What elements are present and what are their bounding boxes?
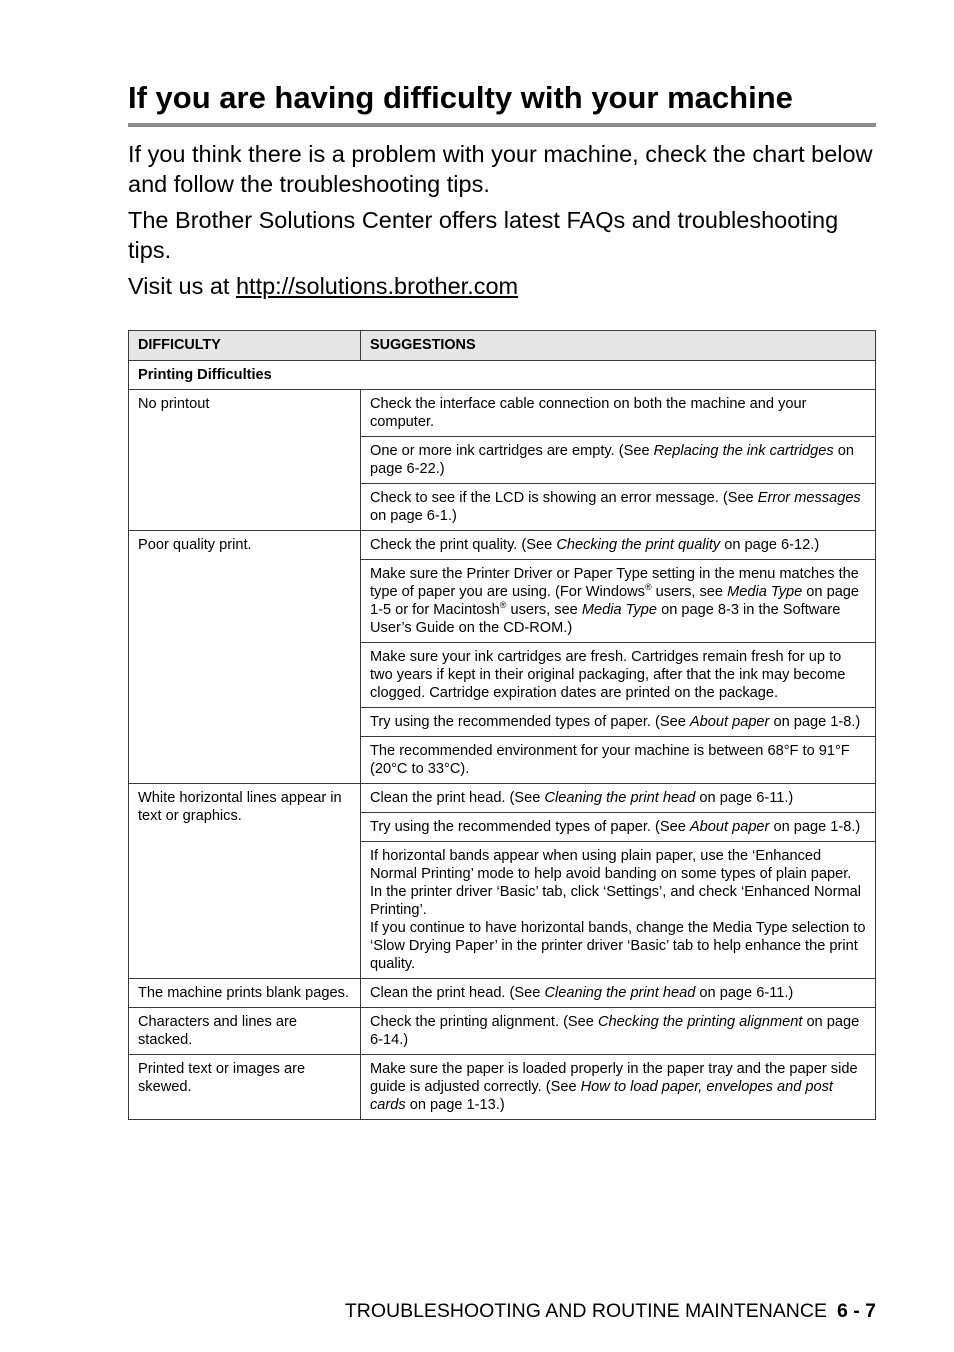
- suggestion-text: on page 6-1.): [370, 508, 457, 524]
- suggestion-text: on page 6-14.): [370, 1014, 860, 1048]
- solutions-center-link[interactable]: http://solutions.brother.com: [235, 273, 519, 299]
- page-title: If you are having difficulty with your machine: [128, 80, 793, 115]
- difficulty-cell: No printout: [129, 390, 361, 531]
- suggestion-cell: [361, 708, 876, 737]
- title-rule: [128, 123, 876, 127]
- suggestion-text: The recommended environment for your machine is between 68°F to 91°F (20°C to 33°C).: [370, 743, 850, 777]
- table-row: [129, 979, 876, 1008]
- suggestion-text: Try using the recommended types of paper. (See: [370, 819, 690, 835]
- suggestion-text: on page 6-11.): [695, 790, 794, 806]
- table-row: [129, 784, 876, 813]
- cross-reference: Checking the printing alignment: [597, 1014, 803, 1030]
- suggestion-text: Check the interface cable connection on both the machine and your computer.: [370, 396, 807, 430]
- suggestion-cell: [361, 813, 876, 842]
- suggestion-text: Clean the print head. (See: [370, 790, 545, 806]
- suggestion-text: Make sure the Printer Driver or Paper Type setting in the menu matches the type of paper you are using. (For Windows: [370, 566, 859, 600]
- cross-reference: How to load paper, envelopes and post cards: [370, 1079, 833, 1113]
- suggestion-text: Check the printing alignment. (See: [370, 1014, 598, 1030]
- suggestion-text: on page 1-8.): [769, 819, 861, 835]
- intro-paragraph-1: If you think there is a problem with your machine, check the chart below and follow the troubleshooting tips.: [128, 141, 873, 197]
- suggestion-cell: [361, 560, 876, 643]
- suggestion-text: Clean the print head. (See: [370, 985, 545, 1001]
- table-row: [129, 1055, 876, 1120]
- difficulty-cell: Printed text or images are skewed.: [129, 1055, 361, 1120]
- table-body: [129, 361, 876, 1120]
- suggestion-text: on page 1-13.): [405, 1097, 505, 1113]
- suggestion-cell: [361, 1055, 876, 1120]
- suggestion-text: If horizontal bands appear when using plain paper, use the ‘Enhanced Normal Printing’ mode to help avoid banding on some types of plain paper. In the printer driver ‘Basic’ tab, click ‘Settings’, and check ‘Enhanced Normal Printing’.: [370, 848, 862, 918]
- suggestion-text: Check the print quality. (See: [370, 537, 557, 553]
- suggestion-text: If you continue to have horizontal bands, change the Media Type selection to ‘Slow Drying Paper’ in the printer driver ‘Basic’ tab to help enhance the print quality.: [370, 920, 866, 972]
- suggestion-cell: [361, 643, 876, 708]
- registered-mark: ®: [499, 600, 507, 611]
- suggestion-text: Make sure your ink cartridges are fresh. Cartridges remain fresh for up to two years if kept in their original packaging, after that the ink may become clogged. Cartridge expiration dates are printed on the package.: [370, 649, 846, 701]
- registered-mark: ®: [644, 582, 652, 593]
- suggestion-text: on page 8-3 in the Software User’s Guide on the CD-ROM.): [370, 602, 841, 636]
- visit-text: Visit us at: [128, 273, 236, 299]
- suggestion-text: One or more ink cartridges are empty. (See: [370, 443, 654, 459]
- suggestion-cell: [361, 437, 876, 484]
- difficulty-cell: The machine prints blank pages.: [129, 979, 361, 1008]
- difficulty-cell: Characters and lines are stacked.: [129, 1008, 361, 1055]
- suggestion-text: users, see: [506, 602, 582, 618]
- intro-paragraph-3: [128, 271, 878, 301]
- table-header-row: [129, 331, 876, 361]
- suggestion-text: on page 1-8.): [769, 714, 861, 730]
- cross-reference: About paper: [689, 714, 770, 730]
- suggestion-text: Make sure the paper is loaded properly in the paper tray and the paper side guide is adjusted correctly. (See: [370, 1061, 858, 1095]
- suggestion-cell: [361, 842, 876, 979]
- difficulty-cell: White horizontal lines appear in text or graphics.: [129, 784, 361, 979]
- suggestion-text: users, see: [651, 584, 728, 600]
- cross-reference: About paper: [689, 819, 770, 835]
- cross-reference: Error messages: [757, 490, 861, 506]
- suggestion-cell: [361, 784, 876, 813]
- suggestion-text: on page 6-12.): [720, 537, 820, 553]
- intro-text: [128, 139, 878, 307]
- difficulty-cell: Poor quality print.: [129, 531, 361, 784]
- suggestion-text: on page 1-5 or for Macintosh: [370, 584, 860, 618]
- suggestion-cell: [361, 1008, 876, 1055]
- suggestion-text: Try using the recommended types of paper. (See: [370, 714, 690, 730]
- cross-reference: Replacing the ink cartridges: [653, 443, 834, 459]
- troubleshooting-table: [128, 330, 876, 1120]
- table-row: [129, 1008, 876, 1055]
- intro-paragraph-2: The Brother Solutions Center offers latest FAQs and troubleshooting tips.: [128, 207, 839, 263]
- section-row: [129, 361, 876, 390]
- suggestion-text: on page 6-22.): [370, 443, 854, 477]
- suggestion-text: Check to see if the LCD is showing an error message. (See: [370, 490, 758, 506]
- cross-reference: Checking the print quality: [556, 537, 721, 553]
- table-row: [129, 390, 876, 437]
- header-difficulty: DIFFICULTY: [129, 331, 361, 361]
- table-row: [129, 531, 876, 560]
- section-heading: Printing Difficulties: [129, 361, 876, 390]
- suggestion-cell: [361, 484, 876, 531]
- cross-reference: Media Type: [727, 584, 803, 600]
- cross-reference: Cleaning the print head: [544, 790, 696, 806]
- page-footer: [345, 1300, 876, 1323]
- suggestion-cell: [361, 531, 876, 560]
- suggestion-text: on page 6-11.): [695, 985, 794, 1001]
- suggestion-cell: [361, 737, 876, 784]
- suggestion-cell: [361, 390, 876, 437]
- cross-reference: Media Type: [581, 602, 658, 618]
- footer-chapter: TROUBLESHOOTING AND ROUTINE MAINTENANCE: [344, 1300, 827, 1322]
- footer-page-number: 6 - 7: [836, 1300, 876, 1322]
- cross-reference: Cleaning the print head: [544, 985, 696, 1001]
- header-suggestions: SUGGESTIONS: [361, 331, 876, 361]
- suggestion-cell: [361, 979, 876, 1008]
